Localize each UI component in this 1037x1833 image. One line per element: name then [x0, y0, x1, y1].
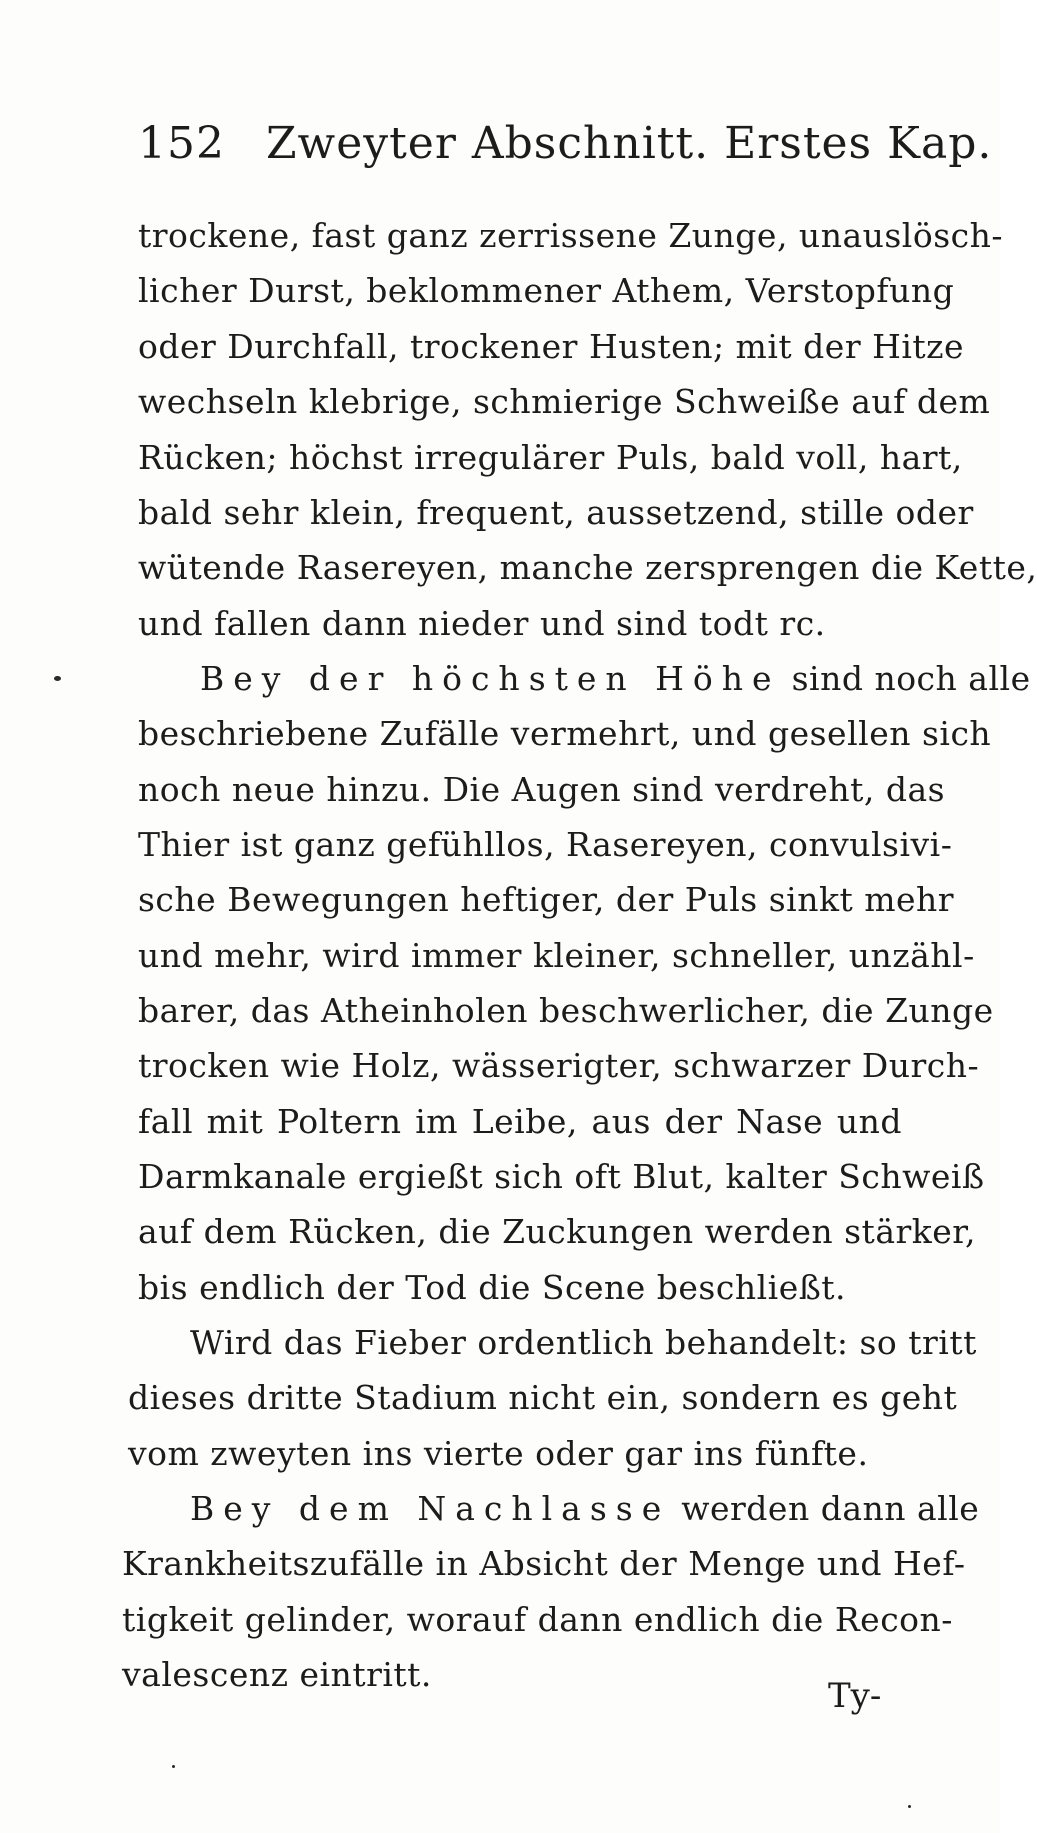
text-line: [138, 991, 994, 1031]
text-line: [138, 880, 955, 920]
text-line: [138, 1212, 976, 1252]
line-text: trockene, fast ganz zerrissene Zunge, unauslösch-: [138, 216, 1004, 255]
line-text: fall mit Poltern im Leibe, aus der Nase und: [138, 1102, 902, 1141]
line-text: werden dann alle: [670, 1489, 980, 1528]
text-line: [138, 327, 965, 367]
line-text: wütende Rasereyen, manche zersprengen die Kette,: [138, 548, 1037, 587]
text-line: [138, 271, 955, 311]
text-line: [138, 770, 946, 810]
text-line: [138, 604, 826, 644]
text-line: [190, 1489, 980, 1529]
line-text: sind noch alle: [780, 659, 1031, 698]
text-line: [138, 1102, 902, 1142]
text-line: [138, 382, 991, 422]
line-text: noch neue hinzu. Die Augen sind verdreht, das: [138, 770, 946, 809]
line-text: licher Durst, beklommener Athem, Verstopfung: [138, 271, 955, 310]
line-text: vom zweyten ins vierte oder gar ins fünfte.: [128, 1434, 869, 1473]
catchword: Ty-: [828, 1676, 882, 1716]
line-text: auf dem Rücken, die Zuckungen werden stärker,: [138, 1212, 976, 1251]
page-number: 152: [138, 118, 225, 169]
text-line: [138, 1268, 847, 1308]
text-line: [138, 1157, 985, 1197]
text-line: [122, 1655, 432, 1695]
text-line: [138, 1046, 980, 1086]
paragraph-lead: Bey der höchsten Höhe: [200, 659, 781, 698]
text-line: [138, 438, 963, 478]
line-text: barer, das Atheinholen beschwerlicher, die Zunge: [138, 991, 994, 1030]
text-line: [138, 493, 974, 533]
text-line: [138, 216, 1004, 256]
line-text: Krankheitszufälle in Absicht der Menge und Hef-: [122, 1544, 966, 1583]
text-line: [138, 936, 975, 976]
line-text: und mehr, wird immer kleiner, schneller, unzähl-: [138, 936, 975, 975]
line-text: valescenz eintritt.: [122, 1655, 432, 1694]
page-header: [138, 118, 992, 169]
text-line: [138, 825, 953, 865]
ink-speck: [172, 1765, 175, 1768]
line-text: trocken wie Holz, wässerigter, schwarzer Durch-: [138, 1046, 980, 1085]
line-text: dieses dritte Stadium nicht ein, sondern es geht: [128, 1378, 958, 1417]
text-line: [190, 1323, 977, 1363]
line-text: bald sehr klein, frequent, aussetzend, stille oder: [138, 493, 974, 532]
text-line: [122, 1544, 966, 1584]
text-line: [128, 1378, 958, 1418]
line-text: Darmkanale ergießt sich oft Blut, kalter Schweiß: [138, 1157, 985, 1196]
text-line: [138, 714, 992, 754]
line-text: beschriebene Zufälle vermehrt, und gesellen sich: [138, 714, 992, 753]
text-line: [122, 1600, 953, 1640]
ink-speck: [54, 676, 61, 681]
ink-speck: [908, 1805, 911, 1808]
line-text: Rücken; höchst irregulärer Puls, bald voll, hart,: [138, 438, 963, 477]
running-title: Zweyter Abschnitt. Erstes Kap.: [265, 118, 993, 169]
line-text: Thier ist ganz gefühllos, Rasereyen, convulsivi-: [138, 825, 953, 864]
line-text: oder Durchfall, trockener Husten; mit der Hitze: [138, 327, 965, 366]
line-text: tigkeit gelinder, worauf dann endlich die Recon-: [122, 1600, 953, 1639]
line-text: bis endlich der Tod die Scene beschließt.: [138, 1268, 847, 1307]
text-line: [128, 1434, 869, 1474]
paragraph-lead: Bey dem Nachlasse: [190, 1489, 671, 1528]
text-line: [138, 548, 1037, 588]
line-text: wechseln klebrige, schmierige Schweiße auf dem: [138, 382, 991, 421]
line-text: sche Bewegungen heftiger, der Puls sinkt mehr: [138, 880, 955, 919]
text-line: [200, 659, 1031, 699]
line-text: und fallen dann nieder und sind todt rc.: [138, 604, 826, 643]
line-text: Wird das Fieber ordentlich behandelt: so tritt: [190, 1323, 977, 1362]
